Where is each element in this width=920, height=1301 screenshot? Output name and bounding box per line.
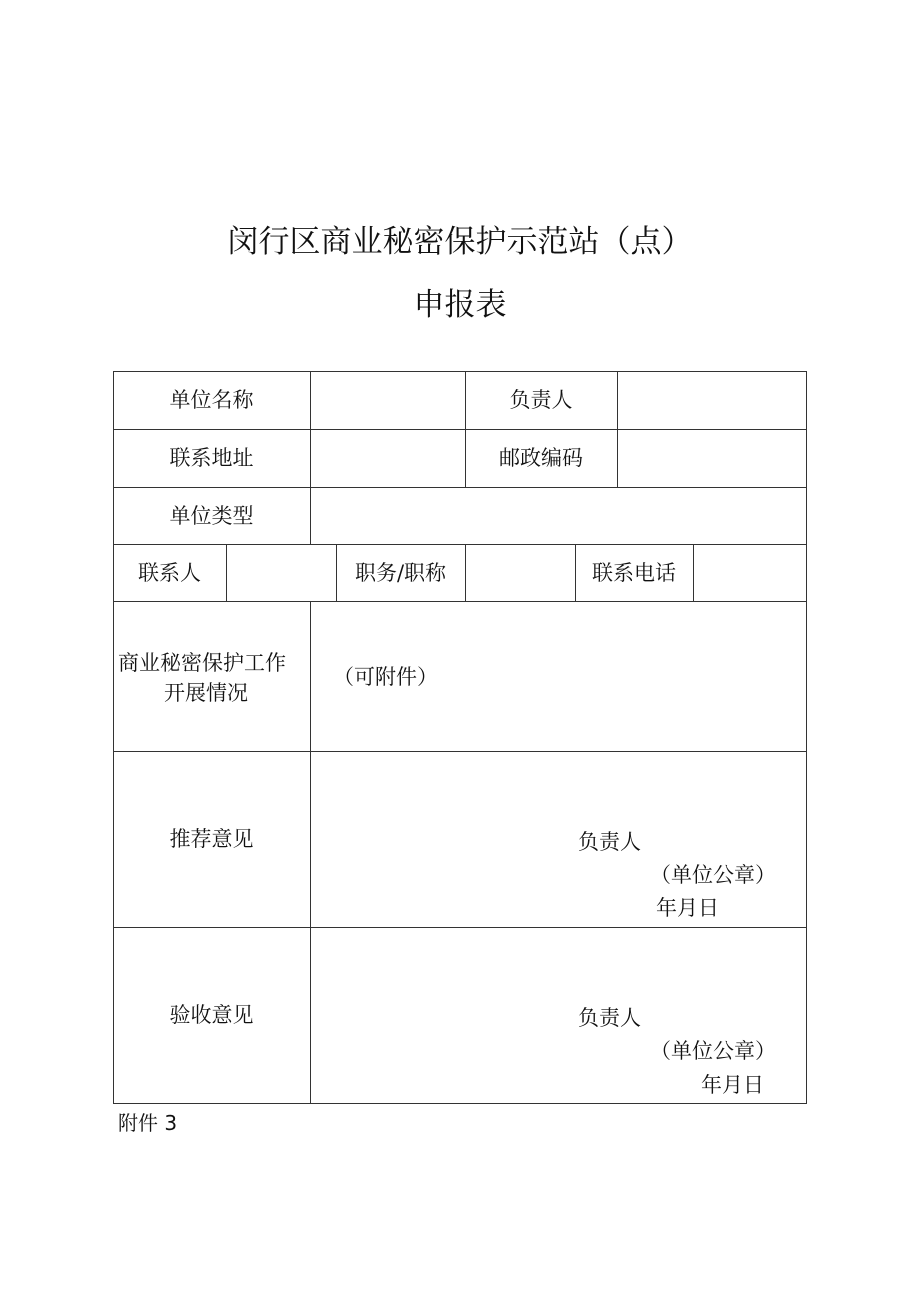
table-border-right (806, 371, 807, 1104)
responsible-label: 负责人 (509, 388, 573, 412)
form-title: 闵行区商业秘密保护示范站（点） (227, 224, 693, 260)
recommendation-seal: （单位公章） (650, 863, 776, 887)
recommendation-label: 推荐意见 (169, 827, 254, 851)
postcode-field[interactable] (618, 430, 806, 487)
unit-type-label: 单位类型 (169, 503, 254, 528)
acceptance-date: 年月日 (701, 1073, 764, 1097)
recommendation-date: 年月日 (656, 896, 719, 920)
table-border-bottom (113, 1103, 807, 1104)
responsible-field[interactable] (618, 372, 806, 429)
address-field[interactable] (311, 430, 465, 487)
attachment-number: 附件 3 (118, 1111, 178, 1135)
work-status-label-line2: 开展情况 (164, 681, 248, 705)
acceptance-seal: （单位公章） (650, 1039, 776, 1063)
position-field[interactable] (466, 545, 575, 601)
recommendation-responsible: 负责人 (578, 830, 641, 854)
phone-label: 联系电话 (592, 560, 676, 585)
unit-type-field[interactable] (311, 488, 806, 544)
phone-field[interactable] (694, 545, 806, 601)
form-subtitle: 申报表 (413, 287, 507, 323)
unit-name-label: 单位名称 (169, 388, 254, 412)
attachment-note[interactable]: （可附件） (333, 665, 438, 689)
contact-field[interactable] (227, 545, 336, 601)
contact-label: 联系人 (138, 560, 201, 585)
acceptance-label: 验收意见 (169, 1003, 254, 1027)
row-divider (113, 601, 807, 602)
acceptance-responsible: 负责人 (578, 1006, 641, 1030)
address-label: 联系地址 (169, 446, 254, 470)
work-status-label-line1: 商业秘密保护工作 (118, 651, 286, 675)
unit-name-field[interactable] (311, 372, 465, 429)
position-label: 职务/职称 (354, 560, 447, 585)
column-divider (310, 601, 311, 1104)
postcode-label: 邮政编码 (499, 446, 583, 470)
